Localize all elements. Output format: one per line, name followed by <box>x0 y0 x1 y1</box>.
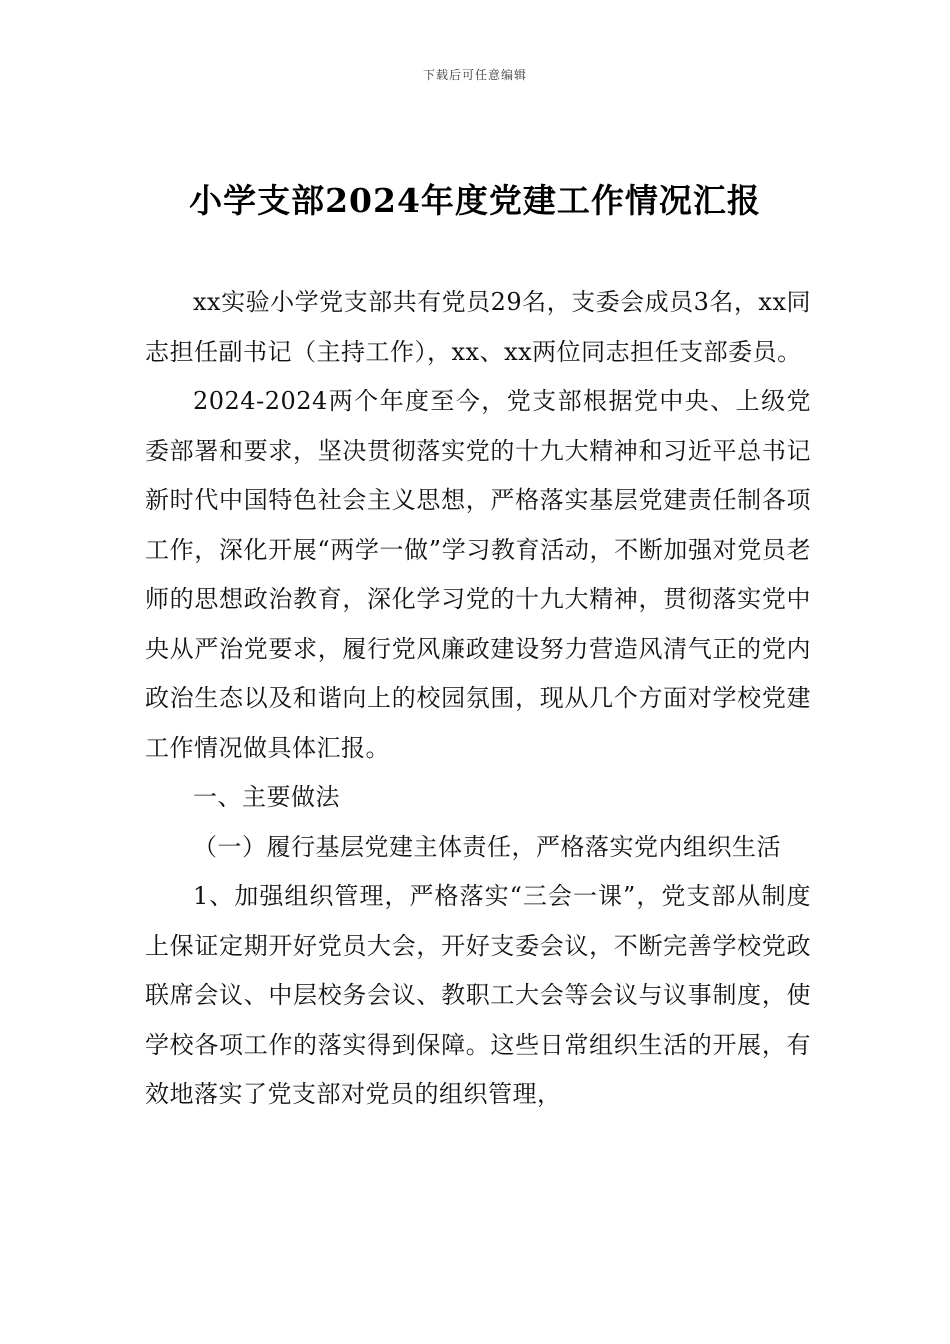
paragraph-members: xx实验小学党支部共有党员29名，支委会成员3名，xx同志担任副书记（主持工作），xx、xx两位同志担任支部委员。 <box>145 288 811 366</box>
subsection-heading-1: （一）履行基层党建主体责任，严格落实党内组织生活 <box>193 832 781 861</box>
paragraph-overview: 2024-2024两个年度至今，党支部根据党中央、上级党委部署和要求，坚决贯彻落实党的十九大精神和习近平总书记新时代中国特色社会主义思想，严格落实基层党建责任制各项工作，深化开展“两学一做”学习教育活动，不断加强对党员老师的思想政治教育，深化学习党的十九大精神，贯彻落实党中央从严治党要求，履行党风廉政建设努力营造风清气正的党内政治生态以及和谐向上的校园氛围，现从几个方面对学校党建工作情况做具体汇报。 <box>145 387 811 762</box>
paragraph-organization-management: 1、加强组织管理，严格落实“三会一课”，党支部从制度上保证定期开好党员大会，开好支委会议，不断完善学校党政联席会议、中层校务会议、教职工大会等会议与议事制度，使学校各项工作的落实得到保障。这些日常组织生活的开展，有效地落实了党支部对党员的组织管理， <box>145 882 811 1108</box>
document-title: 小学支部2024年度党建工作情况汇报 <box>189 181 761 220</box>
section-heading-main-practices: 一、主要做法 <box>193 783 340 811</box>
document-body <box>145 278 811 1120</box>
header-note: 下载后可任意编辑 <box>422 68 527 82</box>
